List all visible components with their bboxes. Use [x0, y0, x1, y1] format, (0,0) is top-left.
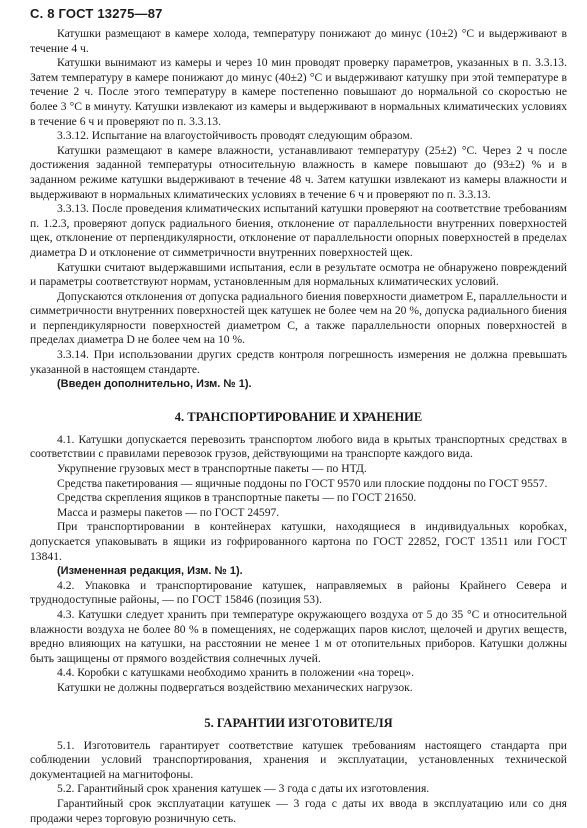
amendment-note: (Измененная редакция, Изм. № 1). — [57, 565, 243, 578]
section-heading-transport: 4. ТРАНСПОРТИРОВАНИЕ И ХРАНЕНИЕ — [174, 409, 423, 424]
paragraph: Средства пакетирования — ящичные поддоны по ГОСТ 9570 или плоские поддоны по ГОСТ 9557. — [57, 476, 548, 490]
page-header: С. 8 ГОСТ 13275—87 — [30, 6, 163, 21]
paragraph: Укрупнение грузовых мест в транспортные пакеты — по НТД. — [57, 462, 367, 476]
paragraph: Катушки считают выдержавшими испытания, если в результате осмотра не обнаружено повреждений и параметры соответствуют нормам, установленным для нормальных климатических условий. — [30, 260, 567, 289]
document-body — [30, 27, 567, 826]
paragraph: При транспортировании в контейнерах катушки, находящиеся в индивидуальных коробках, допускается упаковывать в ящики из гофрированного картона по ГОСТ 22852, ГОСТ 13511 или ГОСТ 13841. — [30, 520, 567, 563]
paragraph: 5.1. Изготовитель гарантирует соответствие катушек требованиям настоящего стандарта при соблюдении условий транспортирования, хранения и эксплуатации, установленных технической документацией на магнитофоны. — [30, 738, 567, 781]
paragraph: 4.4. Коробки с катушками необходимо хранить в положении «на торец». — [57, 666, 415, 680]
paragraph: Катушки вынимают из камеры и через 10 мин проводят проверку параметров, указанных в п. 3.3.13. Затем температуру в камере понижают до минус (40±2) °С и выдерживают катушку при этой температуре в течение 2 ч. После этого температуру в камере постепенно повышают до нормальной со скоростью не более 3 °С в минуту. Катушки извлекают из камеры и выдерживают в нормальных климатических условиях в течение 6 ч и проверяют по п. 3.3.13. — [30, 56, 567, 128]
paragraph: Средства скрепления ящиков в транспортные пакеты — по ГОСТ 21650. — [57, 491, 417, 505]
paragraph: 5.2. Гарантийный срок хранения катушек — 3 года с даты их изготовления. — [57, 782, 430, 796]
paragraph: 4.2. Упаковка и транспортирование катушек, направляемых в районы Крайнего Севера и труднодоступные районы, — по ГОСТ 15846 (позиция 53). — [30, 578, 567, 607]
paragraph: Гарантийный срок эксплуатации катушек — 3 года с даты их ввода в эксплуатацию или со дня продажи через торговую розничную сеть. — [30, 796, 567, 825]
paragraph: 3.3.13. После проведения климатических испытаний катушки проверяют на соответствие требованиям п. 1.2.3, проверяют допуск радиального биения, отклонение от параллельности внутренних поверхностей щек, отклонение от перпендикулярности, отклонение от параллельности опорных поверхностей в пределах диаметра D и отклонение от симметричности внутренних поверхностей щек. — [30, 202, 567, 259]
amendment-note: (Введен дополнительно, Изм. № 1). — [57, 378, 252, 391]
paragraph: Катушки размещают в камере холода, температуру понижают до минус (10±2) °С и выдерживают в течение 4 ч. — [30, 27, 567, 55]
paragraph: Допускаются отклонения от допуска радиального биения поверхности диаметром E, параллельности и симметричности внутренних поверхностей щек катушек не более чем на 20 %, допуска радиального биения и перпендикулярности поверхностей диаметром C, а также параллельности опорных поверхностей в пределах диаметра D не более чем на 10 %. — [30, 289, 568, 347]
paragraph: 4.1. Катушки допускается перевозить транспортом любого вида в крытых транспортных средствах в соответствии с правилами перевозок грузов, действующими на транспорте каждого вида. — [30, 432, 567, 461]
paragraph: Масса и размеры пакетов — по ГОСТ 24597. — [57, 505, 280, 519]
section-heading-warranty: 5. ГАРАНТИИ ИЗГОТОВИТЕЛЯ — [204, 715, 393, 730]
paragraph: 4.3. Катушки следует хранить при температуре окружающего воздуха от 5 до 35 °С и относительной влажности воздуха не более 80 % в помещениях, не содержащих паров кислот, щелочей и других веществ, вредно влияющих на катушки, на расстоянии не менее 1 м от отопительных приборов. Катушки должны быть защищены от прямого воздействия солнечных лучей. — [30, 607, 567, 665]
paragraph: Катушки не должны подвергаться воздействию механических нагрузок. — [57, 680, 413, 694]
paragraph: 3.3.14. При использовании других средств контроля погрешность измерения не должна превышать указанной в настоящем стандарте. — [30, 348, 567, 376]
paragraph: Катушки размещают в камере влажности, устанавливают температуру (25±2) °С. Через 2 ч после достижения заданной температуры относительную влажность в камере повышают до (93±2) % и в заданном режиме катушки выдерживают в течение 48 ч. Затем катушки извлекают из камеры влажности и выдерживают в нормальных климатических условиях в течение 6 ч и проверяют по п. 3.3.13. — [30, 143, 567, 201]
paragraph: 3.3.12. Испытание на влагоустойчивость проводят следующим образом. — [57, 129, 413, 143]
